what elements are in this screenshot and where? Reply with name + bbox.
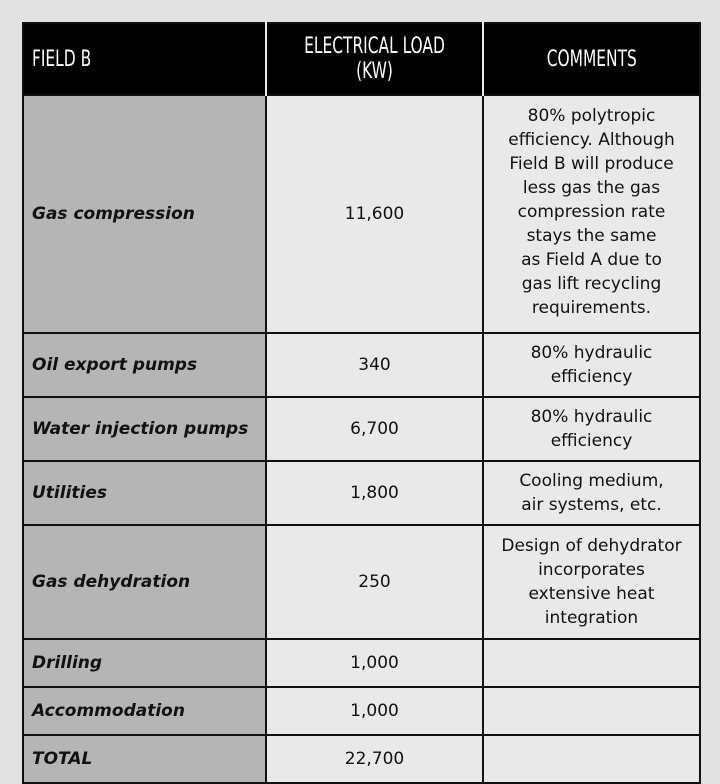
table-container — [22, 22, 699, 784]
row-label: Drilling — [23, 639, 266, 687]
row-label: Oil export pumps — [23, 333, 266, 397]
row-load: 340 — [266, 333, 483, 397]
row-load: 11,600 — [266, 95, 483, 333]
table-row — [23, 687, 700, 735]
row-comment — [483, 687, 700, 735]
row-label: Utilities — [23, 461, 266, 525]
row-comment: Cooling medium, air systems, etc. — [483, 461, 700, 525]
total-row — [23, 735, 700, 783]
header-row — [23, 23, 700, 95]
table-row — [23, 95, 700, 333]
row-label: Gas compression — [23, 95, 266, 333]
electrical-load-table — [22, 22, 701, 784]
table-row — [23, 525, 700, 639]
header-field: FIELD B — [23, 23, 266, 95]
row-load: 1,000 — [266, 639, 483, 687]
row-label: Gas dehydration — [23, 525, 266, 639]
row-load: 6,700 — [266, 397, 483, 461]
table-row — [23, 461, 700, 525]
row-comment: 80% polytropic efficiency. Although Field B will produce less gas the gas compression rate stays the same as Field A due to gas lift recycling requirements. — [483, 95, 700, 333]
total-load: 22,700 — [266, 735, 483, 783]
row-comment: Design of dehydrator incorporates extensive heat integration — [483, 525, 700, 639]
total-label: TOTAL — [23, 735, 266, 783]
row-load: 1,800 — [266, 461, 483, 525]
table-row — [23, 333, 700, 397]
table-row — [23, 397, 700, 461]
row-load: 1,000 — [266, 687, 483, 735]
row-label: Accommodation — [23, 687, 266, 735]
row-label: Water injection pumps — [23, 397, 266, 461]
row-comment — [483, 735, 700, 783]
row-load: 250 — [266, 525, 483, 639]
row-comment: 80% hydraulic efficiency — [483, 333, 700, 397]
header-comments: COMMENTS — [483, 23, 700, 95]
row-comment: 80% hydraulic efficiency — [483, 397, 700, 461]
row-comment — [483, 639, 700, 687]
table-row — [23, 639, 700, 687]
header-electrical-load: ELECTRICAL LOAD (KW) — [266, 23, 483, 95]
